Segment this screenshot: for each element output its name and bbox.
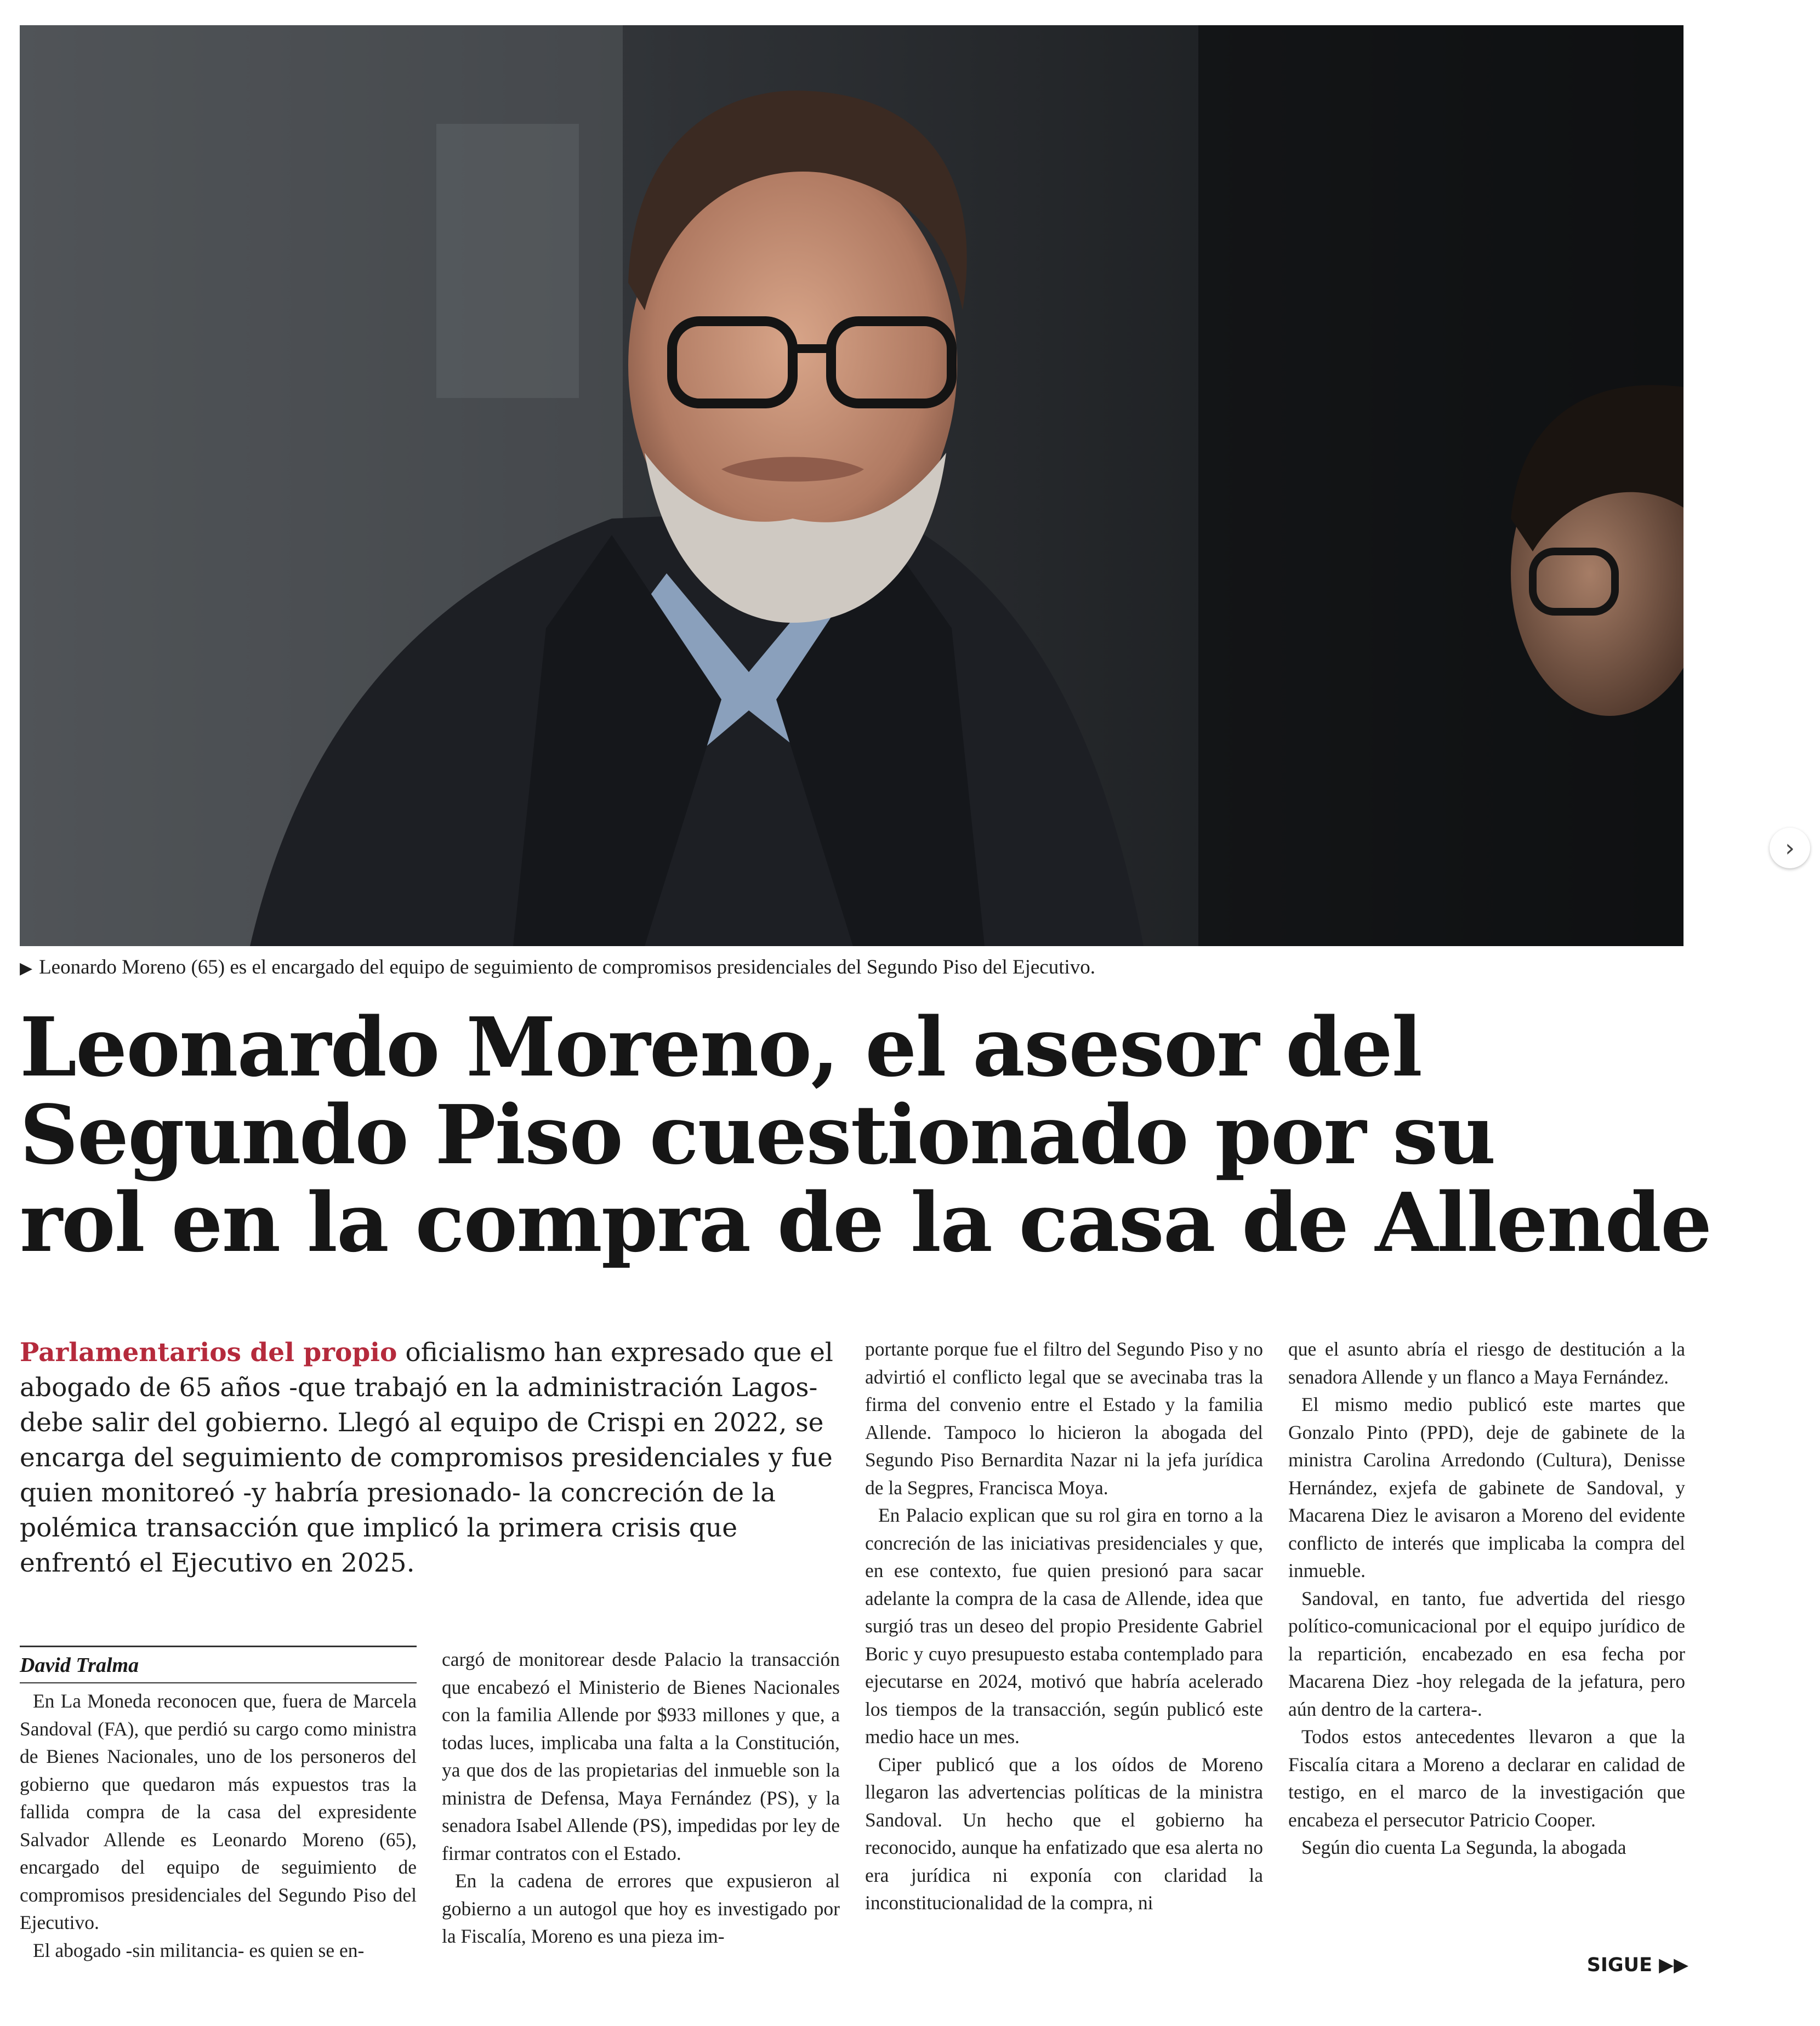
continues-label: SIGUE ▶▶ — [1586, 1954, 1688, 1976]
lead-text: oficialismo han expresado que el abogado de 65 años -que trabajó en la administración Lagos- debe salir del gobierno. Llegó al equipo de Crispi en 2022, se encarga del seguimiento de compromisos presidenciales y fue quien monitoreó -y habría presionado- la concreción de la polémica transacción que implicó la primera crisis que enfrentó el Ejecutivo en 2025. — [20, 1338, 833, 1578]
headline-line-2: Segundo Piso cuestionado por su — [20, 1087, 1495, 1182]
byline — [20, 1646, 417, 1683]
photo-caption — [20, 954, 1684, 982]
caption-text: Leonardo Moreno (65) es el encargado del equipo de seguimiento de compromisos presidenciales del Segundo Piso del Ejecutivo. — [39, 956, 1096, 978]
headline-line-1: Leonardo Moreno, el asesor del — [20, 999, 1421, 1095]
body-paragraph: El abogado -sin militancia- es quien se en- — [33, 1939, 365, 1961]
body-paragraph: cargó de monitorear desde Palacio la transacción que encabezó el Ministerio de Bienes Nacionales con la familia Allende por $933 millones y que, a todas luces, implicaba una falta a la Constitución, ya que dos de las propietarias del inmueble son la ministra de Defensa, Maya Fernández (PS), y la senadora Isabel Allende (PS), impedidas por ley de firmar contratos con el Estado. — [442, 1648, 840, 1864]
body-paragraph: Sandoval, en tanto, fue advertida del riesgo político-comunicacional por el equipo jurídico de la repartición, encabezado en esa fecha por Macarena Diez -hoy relegada de la jefatura, pero aún dentro de la cartera-. — [1288, 1587, 1685, 1720]
headline-line-3: rol en la compra de la casa de Allende — [20, 1175, 1711, 1270]
body-paragraph: portante porque fue el filtro del Segundo Piso y no advirtió el conflicto legal que se avecinaba tras la firma del convenio entre el Estado y la familia Allende. Tampoco lo hicieron la abogada del Segundo Piso Bernardita Nazar ni la jefa jurídica de la Segpres, Francisca Moya. — [865, 1338, 1263, 1499]
body-paragraph: En la cadena de errores que expusieron al gobierno a un autogol que hoy es investigado por la Fiscalía, Moreno es una pieza im- — [442, 1870, 840, 1947]
lead-paragraph — [20, 1335, 837, 1581]
body-column-1 — [20, 1687, 417, 1964]
lead-kicker: Parlamentarios del propio — [20, 1338, 397, 1368]
body-paragraph: Todos estos antecedentes llevaron a que la Fiscalía citara a Moreno a declarar en calidad de testigo, en el marco de la investigación que encabeza el persecutor Patricio Cooper. — [1288, 1726, 1685, 1831]
body-column-4 — [1288, 1335, 1685, 1862]
body-paragraph: que el asunto abría el riesgo de destitución a la senadora Allende y un flanco a Maya Fernández. — [1288, 1338, 1685, 1388]
body-paragraph: Según dio cuenta La Segunda, la abogada — [1301, 1836, 1626, 1858]
next-page-button[interactable] — [1770, 828, 1810, 868]
article-photo — [20, 25, 1684, 946]
caption-arrow-icon: ▶ — [20, 959, 33, 977]
body-paragraph: En Palacio explican que su rol gira en torno a la concreción de las iniciativas presidenciales y que, en ese contexto, fue quien presionó para sacar adelante la compra de la casa de Allende, idea que surgió tras un deseo del propio Presidente Gabriel Boric y cuyo presupuesto estaba contemplado para ejecutarse en 2024, motivó que habría acelerado los tiempos de la transacción, según publicó este medio hace un mes. — [865, 1504, 1263, 1748]
body-column-2 — [442, 1646, 840, 1950]
headline — [20, 999, 1719, 1270]
chevron-right-icon: › — [1785, 834, 1795, 862]
byline-author: David Tralma — [20, 1654, 139, 1677]
body-column-3 — [865, 1335, 1263, 1917]
body-paragraph: En La Moneda reconocen que, fuera de Marcela Sandoval (FA), que perdió su cargo como ministra de Bienes Nacionales, uno de los personeros del gobierno que quedaron más expuestos tras la fallida compra de la casa del expresidente Salvador Allende es Leonardo Moreno (65), encargado del equipo de seguimiento de compromisos presidenciales del Segundo Piso del Ejecutivo. — [20, 1690, 417, 1933]
body-paragraph: Ciper publicó que a los oídos de Moreno llegaron las advertencias políticas de la ministra Sandoval. Un hecho que el gobierno ha reconocido, aunque ha enfatizado que esa alerta no era jurídica ni exponía con claridad la inconstitucionalidad de la compra, ni — [865, 1753, 1263, 1914]
body-paragraph: El mismo medio publicó este martes que Gonzalo Pinto (PPD), deje de gabinete de la ministra Carolina Arredondo (Cultura), Denisse Hernández, exjefa de gabinete de Sandoval, y Macarena Diez le avisaron a Moreno del evidente conflicto de interés que implicaba la compra del inmueble. — [1288, 1393, 1685, 1581]
